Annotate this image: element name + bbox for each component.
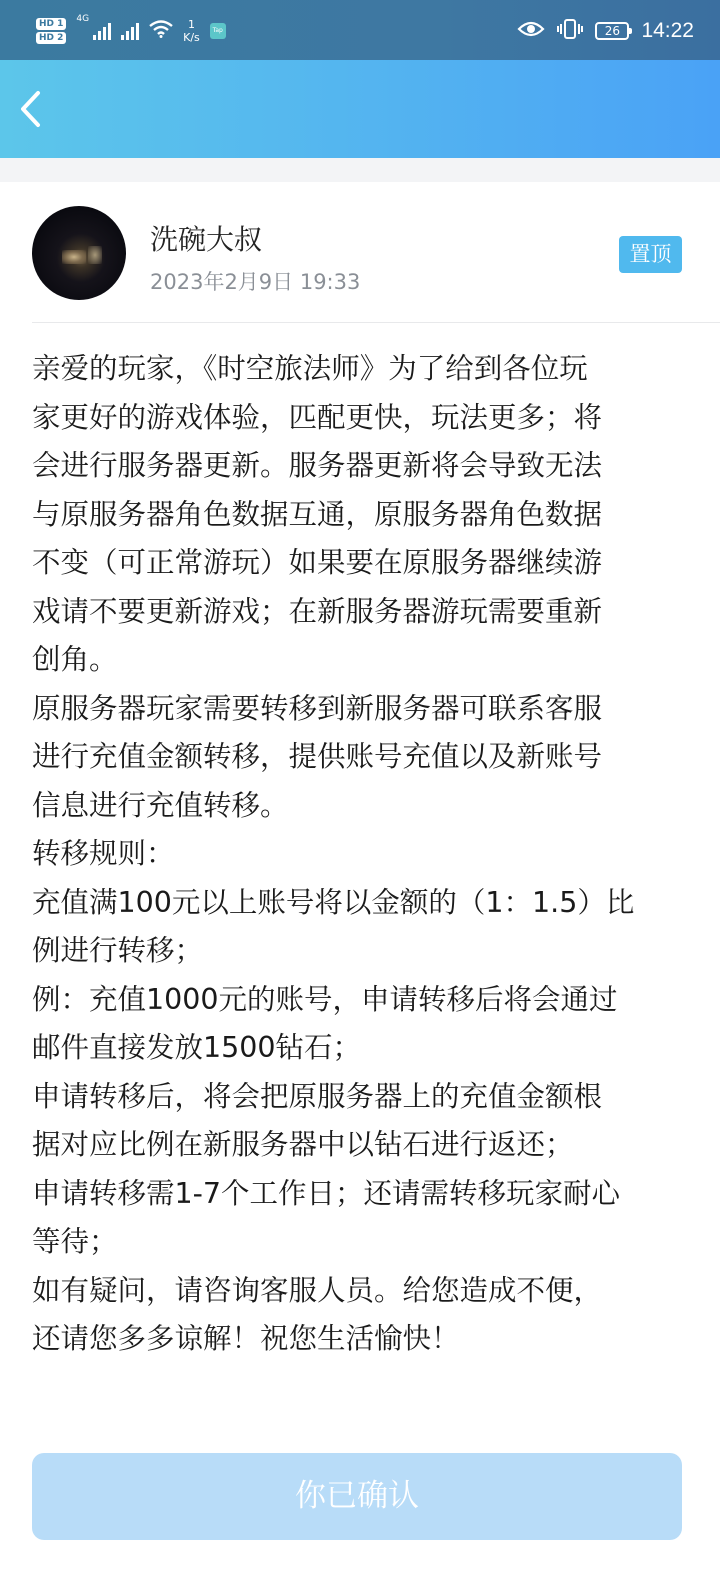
post-body-line: 等待； (32, 1225, 118, 1258)
network-generation: 4G (76, 14, 90, 24)
post-body-line: 据对应比例在新服务器中以钻石进行返还； (32, 1128, 574, 1161)
divider (32, 322, 720, 323)
cell-signal-icon (93, 22, 111, 40)
eye-icon (517, 20, 545, 42)
status-time: 14:22 (641, 19, 694, 42)
post-timestamp: 2023年2月9日 19:33 (150, 270, 361, 294)
network-speed-value: 1 (187, 18, 195, 31)
post-body-line: 会进行服务器更新。服务器更新将会导致无法 (32, 449, 603, 482)
status-bar-left (36, 14, 226, 48)
hd1-badge: HD 1 (36, 18, 66, 30)
author-name[interactable]: 洗碗大叔 (150, 223, 263, 256)
post-body-line: 信息进行充值转移。 (32, 788, 289, 822)
hd2-badge: HD 2 (36, 32, 66, 44)
back-button[interactable] (10, 82, 50, 136)
post-body-line: 与原服务器角色数据互通，原服务器角色数据 (32, 497, 603, 531)
hd-voice-indicator (36, 18, 66, 44)
post-body-line: 例：充值1000元的账号，申请转移后将会通过 (32, 982, 618, 1016)
status-bar-right (517, 14, 694, 48)
network-speed (183, 18, 200, 44)
chevron-left-icon (18, 89, 42, 129)
confirm-button[interactable]: 你已确认 (32, 1453, 682, 1540)
status-bar (0, 0, 720, 60)
post-body-line: 不变（可正常游玩）如果要在原服务器继续游 (32, 546, 603, 579)
post-body-line: 如有疑问，请咨询客服人员。给您造成不便， (32, 1273, 603, 1307)
post-body-line: 亲爱的玩家，《时空旅法师》为了给到各位玩 (32, 352, 588, 385)
section-gap (0, 158, 720, 182)
post-body-line: 创角。 (32, 643, 118, 676)
post-body-line: 戏请不要更新游戏；在新服务器游玩需要重新 (32, 594, 603, 628)
network-speed-unit: K/s (183, 31, 200, 44)
post-body-line: 邮件直接发放1500钻石； (32, 1031, 362, 1064)
post-body-line: 家更好的游戏体验，匹配更快，玩法更多；将 (32, 400, 603, 434)
post-body-line: 充值满100元以上账号将以金额的（1：1.5）比 (32, 885, 635, 919)
post-body-line: 转移规则： (32, 837, 175, 870)
post-body-line: 原服务器玩家需要转移到新服务器可联系客服 (32, 691, 603, 725)
app-notification-icon: Tap (210, 23, 226, 39)
cell-signal-2-icon (121, 22, 139, 40)
post-body-line: 申请转移后，将会把原服务器上的充值金额根 (32, 1079, 603, 1113)
vibrate-icon (557, 18, 583, 44)
pinned-badge: 置顶 (619, 236, 682, 273)
post-body-line: 还请您多多谅解！祝您生活愉快！ (32, 1322, 460, 1355)
battery-icon: 26 (595, 22, 629, 40)
post-body-line: 进行充值金额转移，提供账号充值以及新账号 (32, 740, 603, 773)
avatar[interactable] (32, 206, 126, 300)
post-body-line: 例进行转移； (32, 934, 204, 967)
post-body (32, 345, 684, 1364)
post-body-line: 申请转移需1-7个工作日；还请需转移玩家耐心 (32, 1176, 621, 1210)
post-header (0, 182, 720, 322)
wifi-icon (149, 20, 173, 42)
